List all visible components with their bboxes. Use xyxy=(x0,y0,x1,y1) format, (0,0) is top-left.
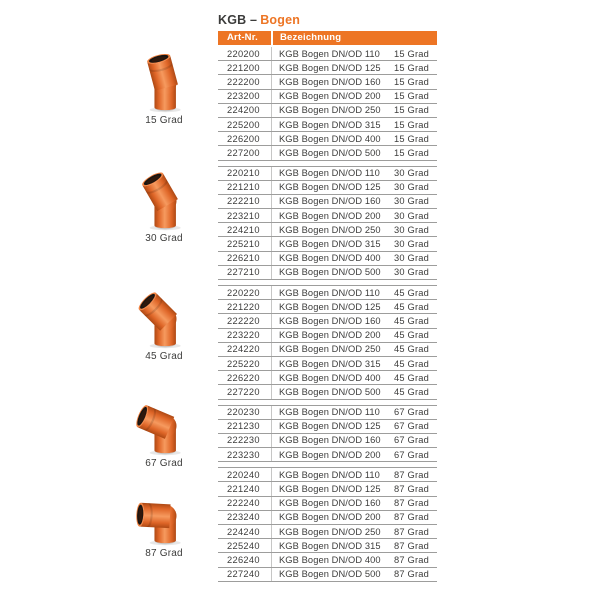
bezeichnung-text: KGB Bogen DN/OD 110 xyxy=(279,48,380,59)
grad-text: 67 Grad xyxy=(394,421,429,432)
table-row xyxy=(218,539,437,553)
bezeichnung-text: KGB Bogen DN/OD 315 xyxy=(279,540,381,551)
bezeichnung-cell xyxy=(272,300,437,313)
product-image-column xyxy=(103,0,225,600)
column-header-artnr: Art-Nr. xyxy=(218,31,271,45)
art-nr-cell: 220230 xyxy=(218,406,272,419)
grad-text: 87 Grad xyxy=(394,526,429,537)
pipe-elbow-icon xyxy=(112,52,216,114)
table-row xyxy=(218,357,437,371)
bezeichnung-text: KGB Bogen DN/OD 125 xyxy=(279,301,381,312)
table-row xyxy=(218,525,437,539)
table-row xyxy=(218,195,437,209)
table-row xyxy=(218,75,437,89)
art-nr-cell: 221220 xyxy=(218,300,272,313)
grad-text: 30 Grad xyxy=(394,267,429,278)
bezeichnung-cell xyxy=(272,406,437,419)
art-nr-cell: 224240 xyxy=(218,525,272,538)
table-row xyxy=(218,314,437,328)
grad-text: 15 Grad xyxy=(394,62,429,73)
grad-text: 15 Grad xyxy=(394,119,429,130)
grad-text: 30 Grad xyxy=(394,239,429,250)
grad-text: 87 Grad xyxy=(394,498,429,509)
art-nr-cell: 223220 xyxy=(218,329,272,342)
grad-text: 30 Grad xyxy=(394,182,429,193)
table-row xyxy=(218,237,437,251)
bezeichnung-cell xyxy=(272,448,437,461)
art-nr-cell: 222220 xyxy=(218,314,272,327)
product-45-grad xyxy=(103,288,225,363)
product-angle-label: 15 Grad xyxy=(145,115,183,126)
table-row xyxy=(218,223,437,237)
bezeichnung-text: KGB Bogen DN/OD 500 xyxy=(279,147,381,158)
table-section-87-grad xyxy=(218,467,437,582)
table-row xyxy=(218,104,437,118)
column-header-bezeichnung: Bezeichnung xyxy=(273,31,437,45)
bezeichnung-cell xyxy=(272,181,437,194)
bezeichnung-text: KGB Bogen DN/OD 400 xyxy=(279,372,381,383)
bezeichnung-cell xyxy=(272,223,437,236)
table-body xyxy=(218,47,437,582)
bezeichnung-text: KGB Bogen DN/OD 315 xyxy=(279,119,381,130)
table-row xyxy=(218,482,437,496)
art-nr-cell: 220200 xyxy=(218,47,272,60)
table-row xyxy=(218,47,437,61)
grad-text: 45 Grad xyxy=(394,344,429,355)
grad-text: 15 Grad xyxy=(394,76,429,87)
art-nr-cell: 223240 xyxy=(218,511,272,524)
grad-text: 87 Grad xyxy=(394,569,429,580)
art-nr-cell: 223200 xyxy=(218,90,272,103)
bezeichnung-cell xyxy=(272,286,437,299)
bezeichnung-text: KGB Bogen DN/OD 110 xyxy=(279,407,380,418)
art-nr-cell: 220220 xyxy=(218,286,272,299)
product-87-grad xyxy=(103,485,225,560)
table-row xyxy=(218,420,437,434)
table-row xyxy=(218,434,437,448)
art-nr-cell: 222230 xyxy=(218,434,272,447)
grad-text: 45 Grad xyxy=(394,330,429,341)
bezeichnung-cell xyxy=(272,314,437,327)
table-row xyxy=(218,553,437,567)
bezeichnung-text: KGB Bogen DN/OD 110 xyxy=(279,287,380,298)
bezeichnung-text: KGB Bogen DN/OD 160 xyxy=(279,76,381,87)
bezeichnung-text: KGB Bogen DN/OD 250 xyxy=(279,526,381,537)
table-row xyxy=(218,167,437,181)
grad-text: 45 Grad xyxy=(394,301,429,312)
table-row xyxy=(218,406,437,420)
bezeichnung-cell xyxy=(272,343,437,356)
bezeichnung-cell xyxy=(272,252,437,265)
bezeichnung-cell xyxy=(272,104,437,117)
grad-text: 87 Grad xyxy=(394,540,429,551)
bezeichnung-text: KGB Bogen DN/OD 315 xyxy=(279,358,381,369)
bezeichnung-text: KGB Bogen DN/OD 500 xyxy=(279,386,381,397)
table-row xyxy=(218,181,437,195)
bezeichnung-cell xyxy=(272,539,437,552)
grad-text: 30 Grad xyxy=(394,168,429,179)
grad-text: 45 Grad xyxy=(394,386,429,397)
grad-text: 87 Grad xyxy=(394,469,429,480)
bezeichnung-cell xyxy=(272,118,437,131)
table-row xyxy=(218,329,437,343)
product-67-grad xyxy=(103,395,225,470)
bezeichnung-cell xyxy=(272,553,437,566)
grad-text: 30 Grad xyxy=(394,196,429,207)
bezeichnung-text: KGB Bogen DN/OD 110 xyxy=(279,168,380,179)
table-section-15-grad xyxy=(218,47,437,161)
product-angle-label: 67 Grad xyxy=(145,458,183,469)
bezeichnung-cell xyxy=(272,357,437,370)
product-angle-label: 45 Grad xyxy=(145,351,183,362)
bezeichnung-text: KGB Bogen DN/OD 400 xyxy=(279,554,381,565)
art-nr-cell: 227240 xyxy=(218,568,272,581)
bezeichnung-cell xyxy=(272,266,437,279)
grad-text: 87 Grad xyxy=(394,484,429,495)
bezeichnung-cell xyxy=(272,47,437,60)
art-nr-cell: 225220 xyxy=(218,357,272,370)
art-nr-cell: 221200 xyxy=(218,61,272,74)
art-nr-cell: 221210 xyxy=(218,181,272,194)
grad-text: 67 Grad xyxy=(394,449,429,460)
bezeichnung-cell xyxy=(272,371,437,384)
bezeichnung-cell xyxy=(272,195,437,208)
table-row xyxy=(218,286,437,300)
bezeichnung-cell xyxy=(272,482,437,495)
table-row xyxy=(218,343,437,357)
bezeichnung-text: KGB Bogen DN/OD 125 xyxy=(279,62,381,73)
table-row xyxy=(218,300,437,314)
bezeichnung-text: KGB Bogen DN/OD 315 xyxy=(279,239,381,250)
bezeichnung-text: KGB Bogen DN/OD 400 xyxy=(279,253,381,264)
grad-text: 67 Grad xyxy=(394,435,429,446)
bezeichnung-cell xyxy=(272,146,437,159)
product-angle-label: 87 Grad xyxy=(145,548,183,559)
title-prefix: KGB – xyxy=(218,13,258,27)
bezeichnung-text: KGB Bogen DN/OD 200 xyxy=(279,330,381,341)
art-nr-cell: 226210 xyxy=(218,252,272,265)
bezeichnung-cell xyxy=(272,468,437,481)
table-row xyxy=(218,497,437,511)
bezeichnung-cell xyxy=(272,497,437,510)
table-row xyxy=(218,146,437,160)
art-nr-cell: 226240 xyxy=(218,553,272,566)
product-30-grad xyxy=(103,170,225,245)
bezeichnung-cell xyxy=(272,434,437,447)
bezeichnung-cell xyxy=(272,167,437,180)
grad-text: 15 Grad xyxy=(394,133,429,144)
page-title xyxy=(218,13,437,27)
art-nr-cell: 220210 xyxy=(218,167,272,180)
bezeichnung-cell xyxy=(272,511,437,524)
art-nr-cell: 224210 xyxy=(218,223,272,236)
grad-text: 15 Grad xyxy=(394,48,429,59)
art-nr-cell: 221240 xyxy=(218,482,272,495)
art-nr-cell: 225210 xyxy=(218,237,272,250)
bezeichnung-text: KGB Bogen DN/OD 400 xyxy=(279,133,381,144)
product-15-grad xyxy=(103,52,225,127)
pipe-elbow-icon xyxy=(112,395,216,457)
bezeichnung-text: KGB Bogen DN/OD 125 xyxy=(279,182,381,193)
grad-text: 87 Grad xyxy=(394,512,429,523)
bezeichnung-cell xyxy=(272,568,437,581)
art-nr-cell: 224200 xyxy=(218,104,272,117)
art-nr-cell: 222240 xyxy=(218,497,272,510)
bezeichnung-text: KGB Bogen DN/OD 500 xyxy=(279,267,381,278)
bezeichnung-text: KGB Bogen DN/OD 200 xyxy=(279,91,381,102)
table-header xyxy=(218,31,437,45)
bezeichnung-text: KGB Bogen DN/OD 160 xyxy=(279,435,381,446)
art-nr-cell: 220240 xyxy=(218,468,272,481)
bezeichnung-text: KGB Bogen DN/OD 110 xyxy=(279,469,380,480)
grad-text: 30 Grad xyxy=(394,224,429,235)
grad-text: 30 Grad xyxy=(394,253,429,264)
bezeichnung-cell xyxy=(272,209,437,222)
bezeichnung-text: KGB Bogen DN/OD 500 xyxy=(279,569,381,580)
bezeichnung-text: KGB Bogen DN/OD 250 xyxy=(279,224,381,235)
bezeichnung-text: KGB Bogen DN/OD 160 xyxy=(279,498,381,509)
bezeichnung-cell xyxy=(272,61,437,74)
grad-text: 45 Grad xyxy=(394,372,429,383)
bezeichnung-text: KGB Bogen DN/OD 250 xyxy=(279,105,381,116)
bezeichnung-cell xyxy=(272,90,437,103)
table-row xyxy=(218,511,437,525)
grad-text: 45 Grad xyxy=(394,315,429,326)
grad-text: 15 Grad xyxy=(394,147,429,158)
grad-text: 15 Grad xyxy=(394,105,429,116)
art-nr-cell: 227220 xyxy=(218,385,272,398)
bezeichnung-text: KGB Bogen DN/OD 125 xyxy=(279,484,381,495)
table-row xyxy=(218,118,437,132)
art-nr-cell: 225200 xyxy=(218,118,272,131)
art-nr-cell: 224220 xyxy=(218,343,272,356)
art-nr-cell: 225240 xyxy=(218,539,272,552)
table-area xyxy=(218,13,437,582)
bezeichnung-text: KGB Bogen DN/OD 160 xyxy=(279,315,381,326)
title-highlight: Bogen xyxy=(260,13,301,27)
bezeichnung-cell xyxy=(272,420,437,433)
art-nr-cell: 226220 xyxy=(218,371,272,384)
table-row xyxy=(218,209,437,223)
table-row xyxy=(218,385,437,399)
bezeichnung-text: KGB Bogen DN/OD 200 xyxy=(279,512,381,523)
art-nr-cell: 226200 xyxy=(218,132,272,145)
bezeichnung-text: KGB Bogen DN/OD 125 xyxy=(279,421,381,432)
table-row xyxy=(218,252,437,266)
product-angle-label: 30 Grad xyxy=(145,233,183,244)
bezeichnung-text: KGB Bogen DN/OD 250 xyxy=(279,344,381,355)
grad-text: 15 Grad xyxy=(394,91,429,102)
table-row xyxy=(218,468,437,482)
table-section-67-grad xyxy=(218,405,437,463)
bezeichnung-cell xyxy=(272,329,437,342)
bezeichnung-cell xyxy=(272,385,437,398)
table-row xyxy=(218,61,437,75)
bezeichnung-cell xyxy=(272,75,437,88)
art-nr-cell: 221230 xyxy=(218,420,272,433)
art-nr-cell: 223210 xyxy=(218,209,272,222)
bezeichnung-cell xyxy=(272,132,437,145)
art-nr-cell: 227200 xyxy=(218,146,272,159)
table-row xyxy=(218,448,437,462)
pipe-elbow-icon xyxy=(112,485,216,547)
bezeichnung-cell xyxy=(272,237,437,250)
table-row xyxy=(218,371,437,385)
table-section-30-grad xyxy=(218,166,437,281)
grad-text: 87 Grad xyxy=(394,554,429,565)
table-row xyxy=(218,266,437,280)
grad-text: 45 Grad xyxy=(394,358,429,369)
art-nr-cell: 223230 xyxy=(218,448,272,461)
table-row xyxy=(218,568,437,582)
bezeichnung-text: KGB Bogen DN/OD 160 xyxy=(279,196,381,207)
table-row xyxy=(218,132,437,146)
bezeichnung-text: KGB Bogen DN/OD 200 xyxy=(279,449,381,460)
grad-text: 30 Grad xyxy=(394,210,429,221)
pipe-elbow-icon xyxy=(112,288,216,350)
art-nr-cell: 222210 xyxy=(218,195,272,208)
table-section-45-grad xyxy=(218,285,437,400)
table-row xyxy=(218,90,437,104)
pipe-elbow-icon xyxy=(112,170,216,232)
bezeichnung-text: KGB Bogen DN/OD 200 xyxy=(279,210,381,221)
art-nr-cell: 227210 xyxy=(218,266,272,279)
grad-text: 67 Grad xyxy=(394,407,429,418)
bezeichnung-cell xyxy=(272,525,437,538)
grad-text: 45 Grad xyxy=(394,287,429,298)
art-nr-cell: 222200 xyxy=(218,75,272,88)
